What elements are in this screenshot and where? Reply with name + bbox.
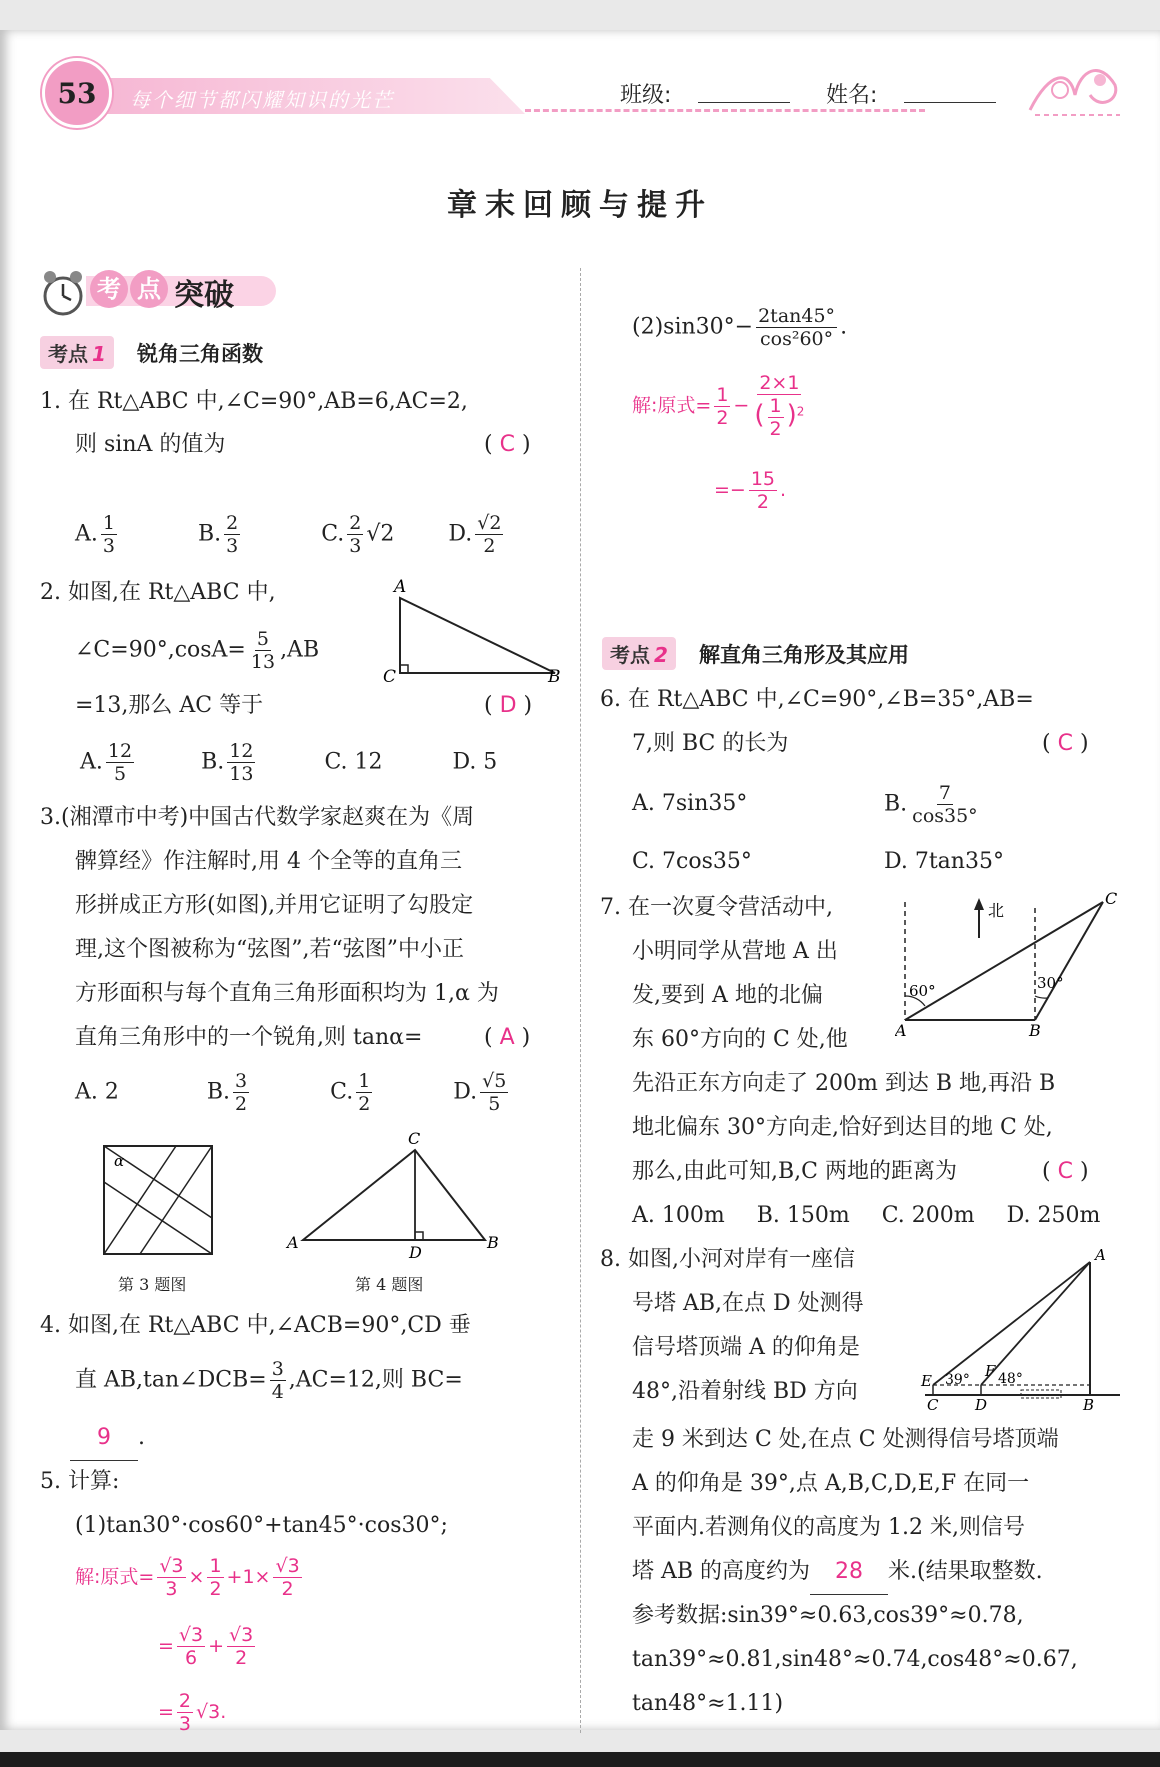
q7-answer-bracket: ( C ) bbox=[1042, 1159, 1089, 1184]
q7-angle-60: 60° bbox=[909, 982, 936, 1000]
header-slogan: 每个细节都闪耀知识的光芒 bbox=[130, 88, 394, 112]
class-blank[interactable] bbox=[698, 102, 790, 103]
q5-part2-solution: 解:原式= $\frac{1}{2}$ − 2×1 ( $\frac{1}{2}$ )$^2$ bbox=[632, 372, 805, 440]
q2-options: A. $\frac{12}{5}$ B. $\frac{12}{13}$ C. 12 D. 5 bbox=[80, 740, 498, 785]
page bbox=[0, 30, 1160, 1735]
page-number-badge bbox=[42, 58, 112, 128]
q7-label-c: C bbox=[1105, 889, 1118, 908]
q8-label-d: D bbox=[975, 1396, 988, 1410]
q5-part1: (1)tan30°·cos60°+tan45°·cos30°; bbox=[75, 1513, 448, 1538]
q7-options: A. 100m B. 150m C. 200m D. 250m bbox=[632, 1203, 1101, 1228]
q8-line-5: 走 9 米到达 C 处,在点 C 处测得信号塔顶端 bbox=[632, 1427, 1059, 1452]
q4-label-a: A bbox=[287, 1233, 299, 1252]
q6-opt-c: C. 7cos35° bbox=[632, 849, 752, 874]
q6-opt-d: D. 7tan35° bbox=[884, 849, 1004, 874]
q3-last-line: 直角三角形中的一个锐角,则 tanα= bbox=[75, 1025, 423, 1050]
q3-line-5: 方形面积与每个直角三角形面积均为 1,α 为 bbox=[75, 981, 499, 1006]
q6-line1: 6. 在 Rt△ABC 中,∠C=90°,∠B=35°,AB= bbox=[600, 687, 1034, 712]
page-number: 53 bbox=[57, 76, 97, 110]
q8-answer: 28 bbox=[810, 1550, 888, 1595]
q7-label-b: B bbox=[1029, 1021, 1041, 1040]
page-title: 章末回顾与提升 bbox=[447, 188, 713, 223]
q7-line-2: 小明同学从营地 A 出 bbox=[632, 939, 838, 964]
section-heading bbox=[38, 268, 278, 318]
q4-label-d: D bbox=[409, 1243, 422, 1262]
q3-string-diagram bbox=[100, 1142, 218, 1260]
q1-answer-bracket: ( C ) bbox=[484, 432, 531, 457]
q7-line-5: 先沿正东方向走了 200m 到达 B 地,再沿 B bbox=[632, 1071, 1056, 1096]
q7-line-1: 7. 在一次夏令营活动中, bbox=[600, 895, 833, 920]
q1-options: A. $\frac{1}{3}$ B. $\frac{2}{3}$ C. $\frac{2}{3}$ √2 D. $\frac{√2}{2}$ bbox=[75, 512, 502, 557]
q5-solution-step2: = $\frac{√3}{6}$ + $\frac{√3}{2}$ bbox=[158, 1624, 254, 1669]
q2-label-a: A bbox=[394, 578, 407, 597]
q4-answer-line: 9 . bbox=[70, 1416, 145, 1461]
q3-line-3: 形拼成正方形(如图),并用它证明了勾股定 bbox=[75, 893, 474, 918]
section-badge-2: 点 bbox=[130, 270, 168, 308]
q3-line-4: 理,这个图被称为“弦图”,若“弦图”中小正 bbox=[75, 937, 464, 962]
name-label: 姓名: bbox=[826, 83, 878, 108]
q7-last-line: 那么,由此可知,B,C 两地的距离为 bbox=[632, 1159, 957, 1184]
q8-line-1: 8. 如图,小河对岸有一座信 bbox=[600, 1247, 855, 1272]
q4-line1: 4. 如图,在 Rt△ABC 中,∠ACB=90°,CD 垂 bbox=[40, 1313, 471, 1338]
q8-answer-line: 塔 AB 的高度约为 28 米.(结果取整数. bbox=[632, 1550, 1043, 1595]
kp2-tag: 考点 2 bbox=[602, 637, 676, 670]
class-label: 班级: bbox=[620, 83, 672, 108]
q8-angle-39: 39° bbox=[945, 1372, 970, 1388]
q8-label-a: A bbox=[1095, 1246, 1106, 1264]
q5-part2: (2)sin30°− $\frac{2\tan 45^\circ}{\text{cos²60°}}$ . bbox=[632, 305, 848, 350]
q3-options: A. 2 B. $\frac{3}{2}$ C. $\frac{1}{2}$ D. $\frac{√5}{5}$ bbox=[75, 1070, 507, 1115]
q4-caption: 第 4 题图 bbox=[355, 1275, 424, 1294]
section-badge-1: 考 bbox=[90, 270, 128, 308]
q5-solution-step3: = $\frac{2}{3}$ √3. bbox=[158, 1690, 227, 1735]
q7-angle-30: 30° bbox=[1037, 974, 1064, 992]
q2-label-c: C bbox=[383, 667, 397, 687]
q8-line-2: 号塔 AB,在点 D 处测得 bbox=[632, 1291, 864, 1316]
q4-label-c: C bbox=[408, 1130, 421, 1148]
kp1-tag: 考点 1 bbox=[40, 336, 114, 369]
q7-answer: C bbox=[1057, 1159, 1073, 1184]
header-dash-line bbox=[525, 109, 925, 112]
q8-ref-1: 参考数据:sin39°≈0.63,cos39°≈0.78, bbox=[632, 1603, 1024, 1628]
q2-line2: ∠C=90°,cosA= $\frac{5}{13}$ ,AB bbox=[75, 628, 320, 673]
q8-line-6: A 的仰角是 39°,点 A,B,C,D,E,F 在同一 bbox=[632, 1471, 1030, 1496]
q1-line2: 则 sinA 的值为 bbox=[75, 432, 226, 457]
q5-solution-step1: 解:原式= $\frac{√3}{3}$ × $\frac{1}{2}$ +1× $\frac{√3}{2}$ bbox=[75, 1555, 300, 1600]
q4-label-b: B bbox=[487, 1233, 499, 1252]
q8-line-4: 48°,沿着射线 BD 方向 bbox=[632, 1379, 858, 1404]
column-divider bbox=[580, 268, 581, 1733]
q3-answer-bracket: ( A ) bbox=[484, 1025, 531, 1050]
q8-label-e: E bbox=[921, 1372, 932, 1390]
q7-label-a: A bbox=[895, 1021, 907, 1040]
q8-label-b: B bbox=[1083, 1396, 1095, 1410]
flourish-ornament-icon bbox=[1020, 50, 1130, 130]
q6-answer: C bbox=[1057, 731, 1073, 756]
kp1-heading bbox=[40, 336, 263, 369]
q2-answer-bracket: ( D ) bbox=[484, 693, 533, 718]
q5-line1: 5. 计算: bbox=[40, 1469, 120, 1494]
q7-line-3: 发,要到 A 地的北偏 bbox=[632, 983, 823, 1008]
q7-direction-figure bbox=[895, 888, 1127, 1040]
q1-answer: C bbox=[499, 432, 515, 457]
q2-line1: 2. 如图,在 Rt△ABC 中, bbox=[40, 580, 276, 605]
q2-answer: D bbox=[499, 693, 517, 718]
kp1-title: 锐角三角函数 bbox=[137, 342, 264, 366]
q4-triangle-figure bbox=[285, 1130, 505, 1265]
bottom-bar bbox=[0, 1752, 1160, 1767]
q6-answer-bracket: ( C ) bbox=[1042, 731, 1089, 756]
q8-label-c: C bbox=[927, 1396, 939, 1410]
alarm-clock-icon bbox=[38, 268, 88, 318]
q6-opt-b: B. $\frac{7}{\cos 35^\circ}$ bbox=[884, 782, 978, 827]
q2-triangle-figure bbox=[380, 578, 565, 688]
q8-line-7: 平面内.若测角仪的高度为 1.2 米,则信号 bbox=[632, 1515, 1025, 1540]
q6-line2: 7,则 BC 的长为 bbox=[632, 731, 789, 756]
q8-tower-figure bbox=[915, 1240, 1127, 1410]
q4-answer: 9 bbox=[70, 1416, 138, 1461]
q7-line-6: 地北偏东 30°方向走,恰好到达目的地 C 处, bbox=[632, 1115, 1053, 1140]
kp2-title: 解直角三角形及其应用 bbox=[699, 643, 910, 667]
q1-line1: 1. 在 Rt△ABC 中,∠C=90°,AB=6,AC=2, bbox=[40, 389, 468, 414]
q8-ref-2: tan39°≈0.81,sin48°≈0.74,cos48°≈0.67, bbox=[632, 1647, 1078, 1672]
q7-line-4: 东 60°方向的 C 处,他 bbox=[632, 1027, 848, 1052]
q3-answer: A bbox=[499, 1025, 515, 1050]
q8-angle-48: 48° bbox=[998, 1371, 1023, 1387]
q2-label-b: B bbox=[548, 667, 561, 687]
q5-part2-final: =− $\frac{15}{2}$ . bbox=[714, 468, 787, 513]
name-blank[interactable] bbox=[904, 102, 996, 103]
q3-alpha-label: α bbox=[114, 1152, 125, 1170]
q8-ref-3: tan48°≈1.11) bbox=[632, 1691, 784, 1716]
q8-label-f: F bbox=[985, 1362, 996, 1380]
kp2-heading bbox=[602, 637, 909, 670]
q3-line-2: 髀算经》作注解时,用 4 个全等的直角三 bbox=[75, 849, 462, 874]
section-rest: 突破 bbox=[174, 278, 234, 313]
q4-line2: 直 AB,tan∠DCB= $\frac{3}{4}$ ,AC=12,则 BC= bbox=[75, 1358, 463, 1403]
q2-line3: =13,那么 AC 等于 bbox=[75, 693, 264, 718]
q6-opt-a: A. 7sin35° bbox=[632, 791, 748, 816]
q3-line-1: 3.(湘潭市中考)中国古代数学家赵爽在为《周 bbox=[40, 805, 475, 830]
q3-caption: 第 3 题图 bbox=[118, 1275, 187, 1294]
q7-north-label: 北 bbox=[988, 901, 1005, 920]
q8-line-3: 信号塔顶端 A 的仰角是 bbox=[632, 1335, 860, 1360]
